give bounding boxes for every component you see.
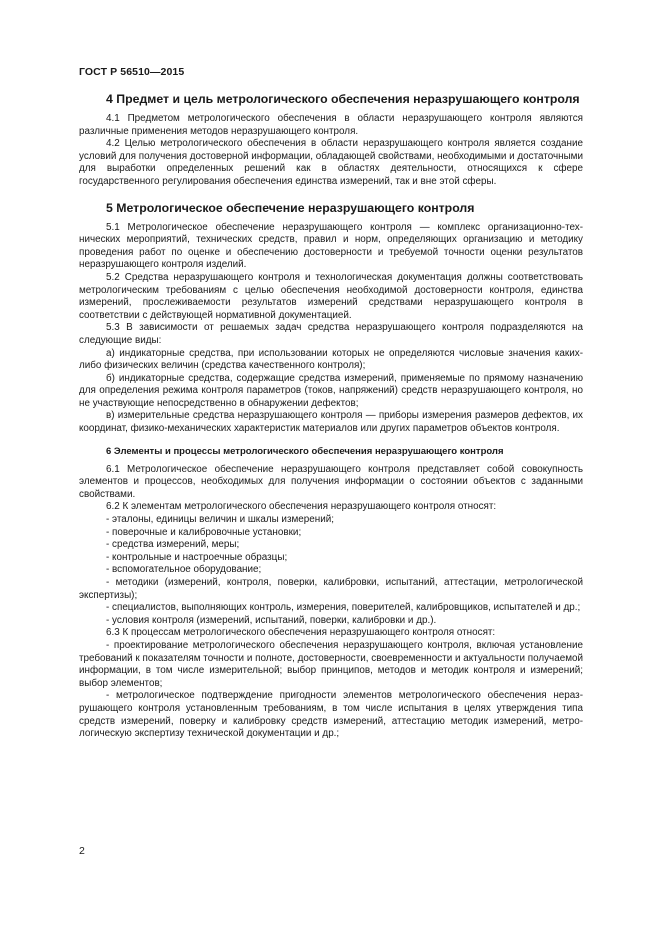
list-item: - контрольные и настроечные образцы; [106, 551, 288, 563]
list-item: - эталоны, единицы величин и шкалы измерений; [106, 514, 334, 526]
paragraph-5-3-c: в) измерительные средства неразрушающего контроля — приборы измерения размеров дефектов, их координат, физико-механических характеристик материалов или других параметров объектов контроля. [79, 410, 583, 435]
list-item: - средства измерений, меры; [106, 539, 240, 551]
section-4-title: 4 Предмет и цель метрологического обеспечения неразрушающего контроля [106, 92, 580, 106]
paragraph-5-2: 5.2 Средства неразрушающего контроля и технологическая документация должны соответствовать метрологическим требованиям с целью обеспечения необходимой достоверности контроля, единства измерений, прослеживаемости результатов измерений средствами неразрушающего контроля в соответствии с действующей нормативной документацией. [79, 271, 583, 321]
paragraph-5-3-b: б) индикаторные средства, содержащие средства измерений, применяемые по прямому назначению для определения режима контроля параметров (токов, напряжений) средств неразрушающего контроля, но не участвующие непосредственно в обнаружении дефектов; [79, 372, 583, 409]
paragraph-5-1: 5.1 Метрологическое обеспечение неразрушающего контроля — комплекс организационно-технических мероприятий, технических средств, правил и норм, определяющих организацию и методику проведения работ по оценке и обеспечению достоверности и требуемой точности оценки результатов неразрушающего контроля изделий. [79, 221, 583, 271]
paragraph-6-1: 6.1 Метрологическое обеспечение неразрушающего контроля представляет собой совокупность элементов и процессов, необходимых для получения информации о состоянии объектов с заданными свойствами. [79, 463, 583, 500]
list-item: - проектирование метрологического обеспечения неразрушающего контроля, включая установление требований к показателям точности и полноте, достоверности, своевременности и актуальности получаемой информации, в том числе измерительной; выбор принципов, методов и методик контроля и измерений; выбор элементов; [79, 639, 583, 689]
document-code: ГОСТ Р 56510—2015 [79, 66, 185, 78]
page-number: 2 [79, 845, 85, 857]
paragraph-5-3: 5.3 В зависимости от решаемых задач средства неразрушающего контроля подразделяются на следующие виды: [79, 322, 583, 346]
list-item: - специалистов, выполняющих контроль, измерения, поверителей, калибровщиков, испытателей и др.; [106, 602, 581, 614]
document-body [79, 92, 583, 741]
paragraph-6-3: 6.3 К процессам метрологического обеспечения неразрушающего контроля относят: [106, 627, 496, 639]
list-item: - поверочные и калибровочные установки; [106, 526, 302, 538]
list-item: - метрологическое подтверждение пригодности элементов метрологического обеспечения неразрушающего контроля установленным требованиям, в том числе испытания в целях утверждения типа средств измерений, поверку и калибровку средств измерений, аттестацию методик измерений, метрологическую экспертизу технической документации и др.; [79, 690, 583, 740]
section-5-title: 5 Метрологическое обеспечение неразрушающего контроля [106, 200, 475, 215]
paragraph-6-2: 6.2 К элементам метрологического обеспечения неразрушающего контроля относят: [106, 501, 497, 513]
paragraph-4-2: 4.2 Целью метрологического обеспечения в области неразрушающего контроля является создание условий для получения достоверной информации, обладающей свойствами, необходимыми и достаточными для выработки определенных решений как в областях деятельности, относящихся к сфере государственного регулирования обеспечения единства измерений, так и вне этой сферы. [79, 138, 583, 187]
section-6-title: 6 Элементы и процессы метрологического обеспечения неразрушающего контроля [106, 445, 504, 457]
list-item: - вспомогательное оборудование; [106, 564, 262, 576]
list-item: - методики (измерений, контроля, поверки, калибровки, испытаний, аттестации, метрологической экспертизы); [79, 577, 583, 601]
paragraph-4-1: 4.1 Предметом метрологического обеспечения в области неразрушающего контроля являются различные применения методов неразрушающего контроля. [79, 113, 583, 137]
paragraph-5-3-a: а) индикаторные средства, при использовании которых не определяются числовые значения каких-либо физических величин (средства качественного контроля); [79, 347, 583, 372]
list-item: - условия контроля (измерений, испытаний, поверки, калибровки и др.). [106, 614, 437, 626]
